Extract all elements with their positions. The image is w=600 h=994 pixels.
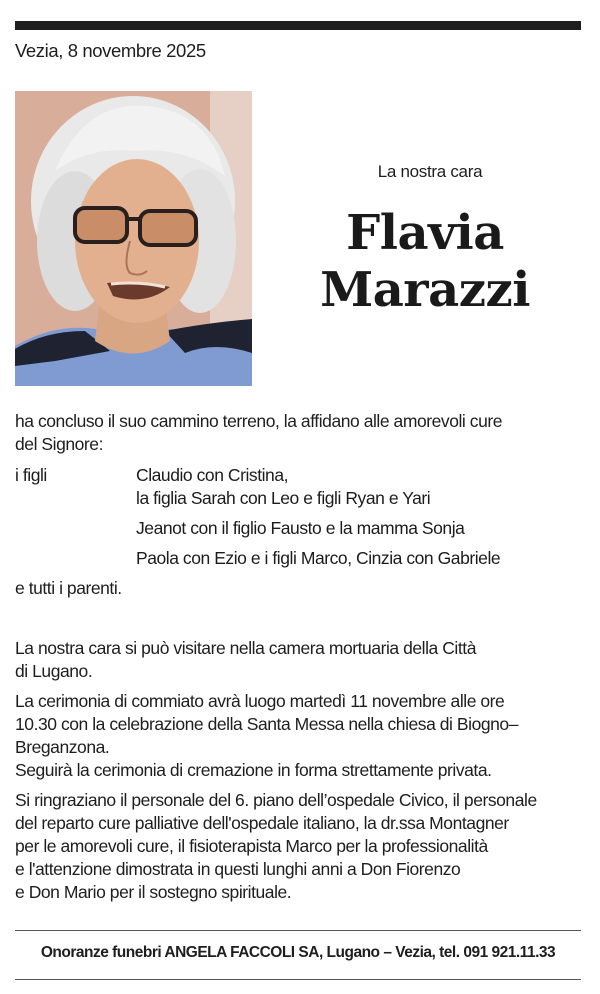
ceremony-info: La cerimonia di commiato avrà luogo martedì 11 novembre alle ore [15,691,505,711]
ceremony-info: Breganzona. [15,737,110,757]
opening-line: ha concluso il suo cammino terreno, la affidano alle amorevoli cure [15,411,503,431]
footer-rule-bottom [15,979,581,980]
top-rule [15,21,581,30]
portrait-photo [15,91,252,386]
family-label: i figli [15,465,47,485]
cremation-info: Seguirà la cerimonia di cremazione in forma strettamente privata. [15,760,492,780]
deceased-first-name: Flavia [346,205,504,261]
visit-info: di Lugano. [15,661,93,681]
family-entry: Paola con Ezio e i figli Marco, Cinzia con Gabriele [136,548,501,568]
deceased-last-name: Marazzi [320,262,530,318]
funeral-home-info: Onoranze funebri ANGELA FACCOLI SA, Lugano – Vezia, tel. 091 921.11.33 [40,944,556,961]
thanks-line: per le amorevoli cure, il fisioterapista Marco per la professionalità [15,836,488,856]
thanks-line: Si ringraziano il personale del 6. piano dell’ospedale Civico, il personale [15,790,537,810]
footer-rule-top [15,930,581,931]
family-entry: Jeanot con il figlio Fausto e la mamma Sonja [136,518,465,538]
opening-line: del Signore: [15,434,103,454]
thanks-line: e Don Mario per il sostegno spirituale. [15,882,292,902]
place-date: Vezia, 8 novembre 2025 [15,40,206,61]
visit-info: La nostra cara si può visitare nella camera mortuaria della Città [15,638,476,658]
intro-label: La nostra cara [377,162,483,181]
family-entry: la figlia Sarah con Leo e figli Ryan e Yari [136,488,431,508]
thanks-line: e l'attenzione dimostrata in questi lunghi anni a Don Fiorenzo [15,859,461,879]
family-entry: Claudio con Cristina, [136,465,289,485]
ceremony-info: 10.30 con la celebrazione della Santa Messa nella chiesa di Biogno– [15,714,518,734]
relatives-line: e tutti i parenti. [15,578,122,598]
thanks-line: del reparto cure palliative dell'ospedale italiano, la dr.ssa Montagner [15,813,509,833]
